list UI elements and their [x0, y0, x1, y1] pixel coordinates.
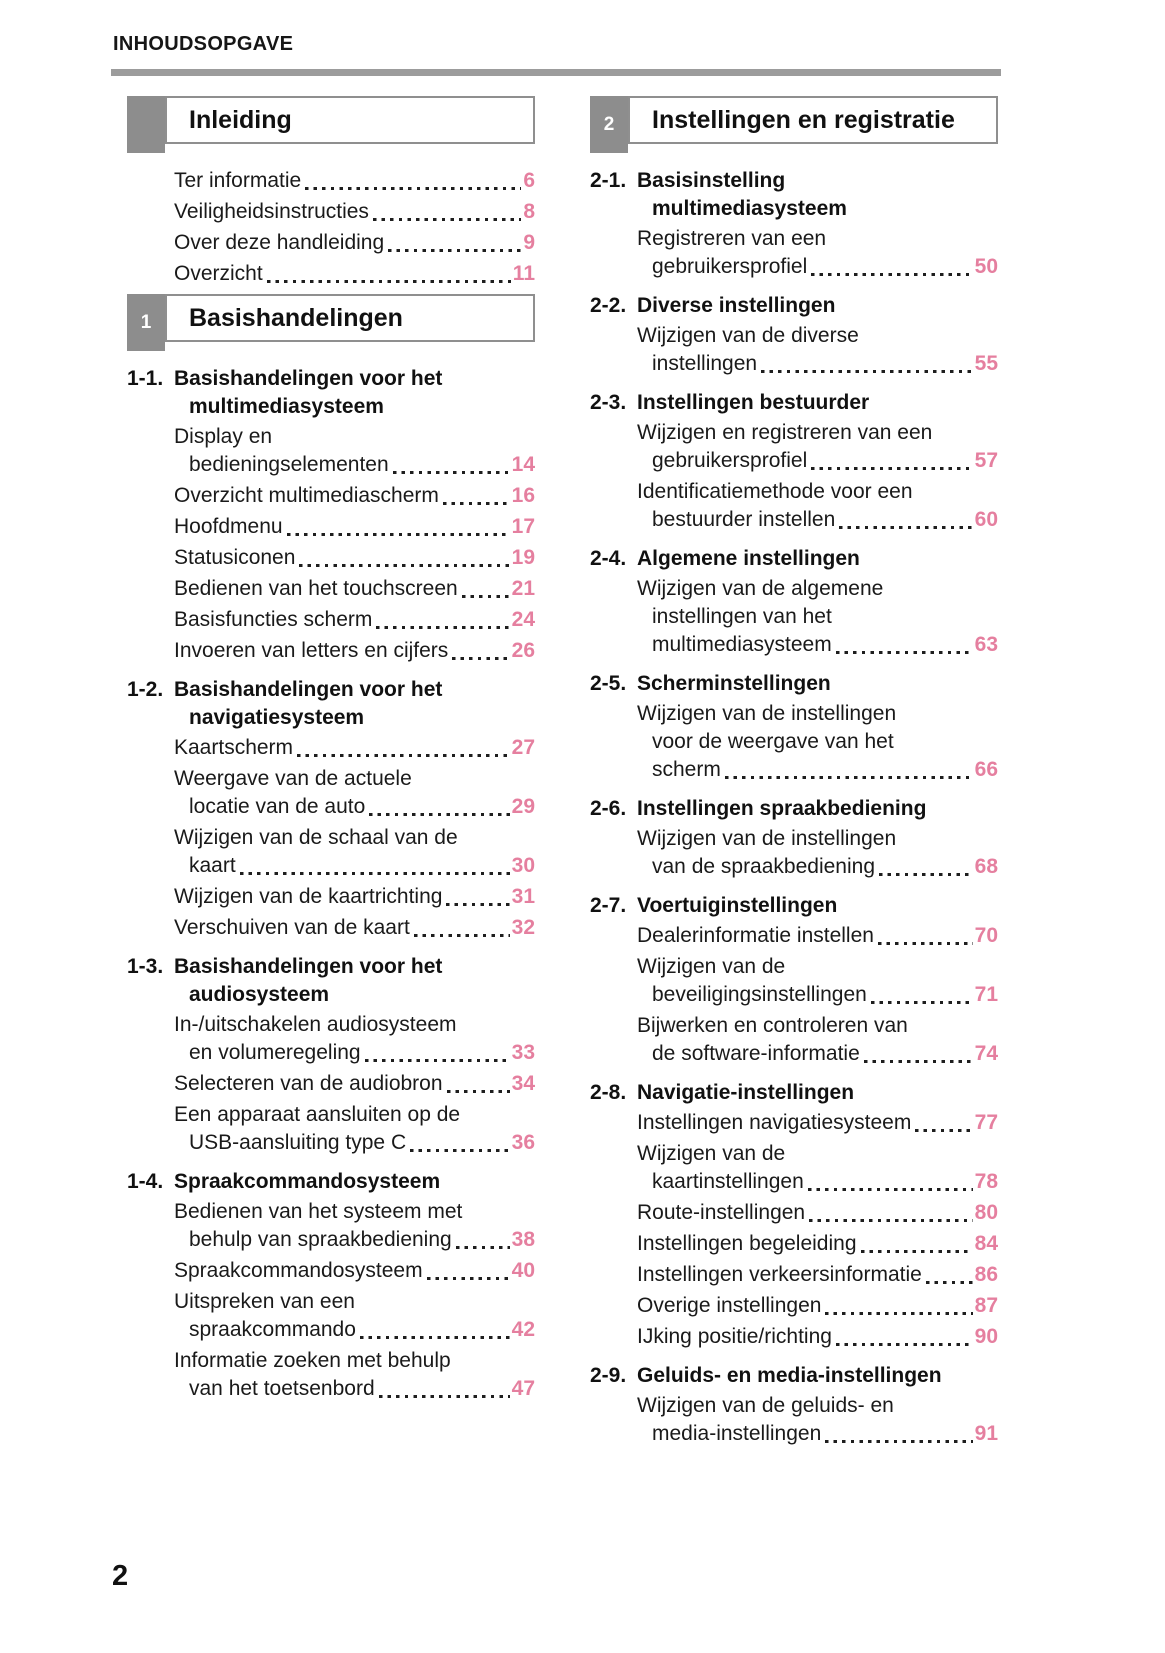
toc-entry-text: scherm: [652, 758, 721, 781]
section-title-line: Voertuiginstellingen: [637, 894, 838, 917]
page-ref: 24: [511, 608, 535, 631]
toc-entry-last-line: [174, 1226, 535, 1254]
toc-entry-text: Basisfuncties scherm: [174, 608, 373, 631]
toc-entry: [174, 1198, 535, 1254]
toc-entry-last-line: [637, 253, 998, 281]
toc-entry-text: de software-informatie: [652, 1042, 860, 1065]
dot-leader: [446, 903, 509, 907]
toc-entry: [174, 1011, 535, 1067]
page-ref: 36: [511, 1131, 535, 1154]
toc-entry-line: Wijzigen van de geluids- en: [637, 1394, 894, 1417]
dot-leader: [926, 1281, 973, 1285]
section-number: 2-3.: [590, 391, 627, 414]
toc-entry-last-line: [174, 167, 535, 195]
section-title-line: Instellingen bestuurder: [637, 391, 870, 414]
section-title-line: Spraakcommandosysteem: [174, 1170, 441, 1193]
toc-entry-last-line: [174, 544, 535, 572]
toc-entry: [174, 765, 535, 821]
toc-entry-text: beveiligingsinstellingen: [652, 983, 867, 1006]
toc-entry-text: van het toetsenbord: [189, 1377, 375, 1400]
toc-entry-text: Instellingen navigatiesysteem: [637, 1111, 912, 1134]
toc-entry-last-line: [174, 575, 535, 603]
dot-leader: [376, 626, 509, 630]
dot-leader: [878, 942, 973, 946]
toc-entry-line: Wijzigen van de algemene: [637, 577, 884, 600]
toc-entry: [637, 953, 998, 1009]
toc-entry-line: instellingen van het: [652, 605, 832, 628]
section-title-line: Scherminstellingen: [637, 672, 831, 695]
dot-leader: [836, 651, 973, 655]
page-ref: 17: [511, 515, 535, 538]
section-number: 1-3.: [127, 955, 164, 978]
chapter-number-tab: [127, 96, 165, 153]
toc-entry-last-line: [637, 1292, 998, 1320]
page-title: INHOUDSOPGAVE: [113, 33, 294, 55]
toc-entry-text: van de spraakbediening: [652, 855, 876, 878]
toc-entry-last-line: [637, 506, 998, 534]
section-number: 2-5.: [590, 672, 627, 695]
dot-leader: [452, 657, 509, 661]
dot-leader: [360, 1336, 510, 1340]
chapter-title: Inleiding: [165, 96, 535, 144]
toc-entry-text: Veiligheidsinstructies: [174, 200, 369, 223]
toc-entry: [174, 167, 535, 195]
section-title: [174, 365, 535, 421]
page-ref: 34: [511, 1072, 535, 1095]
page-ref: 16: [511, 484, 535, 507]
toc-entry: [174, 198, 535, 226]
toc-entry-line: Wijzigen van de instellingen: [637, 827, 897, 850]
toc-entry-text: en volumeregeling: [189, 1041, 361, 1064]
page-ref: 42: [511, 1318, 535, 1341]
toc-entry-text: spraakcommando: [189, 1318, 356, 1341]
page-ref: 74: [974, 1042, 998, 1065]
section-number: 1-4.: [127, 1170, 164, 1193]
page-ref: 80: [974, 1201, 998, 1224]
section-heading: [127, 676, 535, 732]
dot-leader: [825, 1440, 972, 1444]
toc-entry-line: Registreren van een: [637, 227, 827, 250]
section-title: [637, 545, 998, 573]
toc-entry-text: bedieningselementen: [189, 453, 389, 476]
section-title-line: Geluids- en media-instellingen: [637, 1364, 942, 1387]
toc-entry-last-line: [174, 513, 535, 541]
dot-leader: [839, 526, 972, 530]
page-ref: 11: [512, 262, 535, 285]
chapter-box: [590, 96, 998, 153]
toc-entry: [637, 700, 998, 784]
section-number: 2-2.: [590, 294, 627, 317]
toc-entry-text: IJking positie/richting: [637, 1325, 832, 1348]
dot-leader: [373, 218, 521, 222]
toc-entry-text: USB-aansluiting type C: [189, 1131, 407, 1154]
page-ref: 27: [511, 736, 535, 759]
dot-leader: [456, 1246, 510, 1250]
section-title: [637, 389, 998, 417]
toc-entry: [174, 914, 535, 942]
dot-leader: [365, 1059, 510, 1063]
toc-entry: [637, 1109, 998, 1137]
page-ref: 66: [974, 758, 998, 781]
toc-entry: [174, 1101, 535, 1157]
toc-entry-last-line: [174, 482, 535, 510]
toc-entry-text: instellingen: [652, 352, 758, 375]
chapter-box: [127, 96, 535, 153]
section-heading: [127, 1168, 535, 1196]
section-title: [174, 676, 535, 732]
toc-entry-last-line: [174, 1070, 535, 1098]
toc-column-right: [590, 96, 998, 1451]
section-title-line: navigatiesysteem: [189, 706, 365, 729]
toc-entry-last-line: [637, 1109, 998, 1137]
page-ref: 19: [511, 546, 535, 569]
section-title-line: Basishandelingen voor het: [174, 955, 443, 978]
toc-entry-text: Spraakcommandosysteem: [174, 1259, 423, 1282]
page-ref: 78: [974, 1170, 998, 1193]
section-heading: [127, 953, 535, 1009]
toc-entry-text: Route-instellingen: [637, 1201, 806, 1224]
toc-entry-last-line: [637, 756, 998, 784]
page-ref: 31: [511, 885, 535, 908]
chapter-box: [127, 294, 535, 351]
dot-leader: [879, 873, 973, 877]
toc-entry-line: Een apparaat aansluiten op de: [174, 1103, 461, 1126]
toc-entry: [637, 1292, 998, 1320]
page-ref: 40: [511, 1259, 535, 1282]
toc-entry-line: Wijzigen van de: [637, 955, 786, 978]
toc-entry: [637, 1012, 998, 1068]
toc-entry: [637, 1199, 998, 1227]
section-number: 2-6.: [590, 797, 627, 820]
toc-entry-last-line: [174, 637, 535, 665]
toc-entry-text: Selecteren van de audiobron: [174, 1072, 443, 1095]
toc-entry: [637, 322, 998, 378]
section-heading: [590, 389, 998, 417]
section-title-line: Navigatie-instellingen: [637, 1081, 855, 1104]
dot-leader: [414, 934, 510, 938]
page-ref: 77: [974, 1111, 998, 1134]
toc-entry-text: Bedienen van het touchscreen: [174, 577, 458, 600]
toc-entry-text: Ter informatie: [174, 169, 302, 192]
toc-entry: [174, 229, 535, 257]
toc-entry-line: In-/uitschakelen audiosysteem: [174, 1013, 457, 1036]
toc-entry: [637, 1261, 998, 1289]
toc-entry-last-line: [174, 1039, 535, 1067]
toc-entry-text: behulp van spraakbediening: [189, 1228, 452, 1251]
toc-entry-text: kaartinstellingen: [652, 1170, 804, 1193]
toc-entry: [174, 1288, 535, 1344]
toc-entry-line: Weergave van de actuele: [174, 767, 412, 790]
chapter-number-tab: 2: [590, 96, 628, 153]
toc-entry: [637, 575, 998, 659]
page-ref: 33: [511, 1041, 535, 1064]
toc-entry: [637, 922, 998, 950]
chapter-number-tab: 1: [127, 294, 165, 351]
toc-entry-last-line: [637, 1199, 998, 1227]
toc-entry-text: Hoofdmenu: [174, 515, 283, 538]
section-heading: [590, 292, 998, 320]
page-ref: 71: [974, 983, 998, 1006]
toc-entry-line: voor de weergave van het: [652, 730, 894, 753]
toc-entry: [174, 637, 535, 665]
section-title: [637, 670, 998, 698]
toc-entry-text: Statusiconen: [174, 546, 296, 569]
section-heading: [590, 795, 998, 823]
section-title-line: Basisinstelling: [637, 169, 786, 192]
toc-entry-text: gebruikersprofiel: [652, 255, 808, 278]
section-title: [637, 292, 998, 320]
dot-leader: [861, 1250, 973, 1254]
toc-entry: [637, 225, 998, 281]
dot-leader: [388, 249, 521, 253]
page-ref: 91: [974, 1422, 998, 1445]
section-title-line: Diverse instellingen: [637, 294, 836, 317]
toc-entry-last-line: [637, 447, 998, 475]
section-title: [637, 892, 998, 920]
dot-leader: [379, 1395, 510, 1399]
toc-entry: [174, 544, 535, 572]
section-heading: [590, 167, 998, 223]
page-ref: 21: [511, 577, 535, 600]
page-ref: 84: [974, 1232, 998, 1255]
dot-leader: [393, 471, 510, 475]
section-title: [174, 1168, 535, 1196]
section-title-line: multimediasysteem: [189, 395, 384, 418]
dot-leader: [267, 280, 511, 284]
toc-entry-line: Bedienen van het systeem met: [174, 1200, 463, 1223]
toc-entry-last-line: [174, 1257, 535, 1285]
page-ref: 60: [974, 508, 998, 531]
toc-entry: [174, 1070, 535, 1098]
dot-leader: [864, 1060, 973, 1064]
toc-entry-line: Informatie zoeken met behulp: [174, 1349, 451, 1372]
toc-entry-last-line: [174, 914, 535, 942]
chapter-title: Basishandelingen: [165, 294, 535, 342]
page-ref: 90: [974, 1325, 998, 1348]
toc-entry-last-line: [174, 1129, 535, 1157]
toc-entry-line: Wijzigen en registreren van een: [637, 421, 933, 444]
dot-leader: [427, 1277, 510, 1281]
toc-entry-text: Verschuiven van de kaart: [174, 916, 410, 939]
section-title-line: multimediasysteem: [652, 197, 847, 220]
toc-entry-line: Wijzigen van de instellingen: [637, 702, 897, 725]
toc-entry: [174, 606, 535, 634]
toc-entry-last-line: [637, 1168, 998, 1196]
toc-entry-last-line: [637, 1261, 998, 1289]
section-number: 2-1.: [590, 169, 627, 192]
dot-leader: [809, 1219, 973, 1223]
dot-leader: [297, 754, 510, 758]
section-heading: [590, 1079, 998, 1107]
page-ref: 26: [511, 639, 535, 662]
toc-entry-text: gebruikersprofiel: [652, 449, 808, 472]
dot-leader: [462, 595, 510, 599]
toc-entry-last-line: [637, 1420, 998, 1448]
toc-entry: [174, 734, 535, 762]
page-ref: 70: [974, 924, 998, 947]
toc-entry: [174, 482, 535, 510]
toc-entry-line: Display en: [174, 425, 273, 448]
toc-entry: [174, 423, 535, 479]
toc-entry-line: Bijwerken en controleren van: [637, 1014, 908, 1037]
page-ref: 30: [511, 854, 535, 877]
toc-entry-last-line: [637, 853, 998, 881]
toc-entry: [637, 419, 998, 475]
toc-entry-text: multimediasysteem: [652, 633, 832, 656]
page-ref: 32: [511, 916, 535, 939]
chapter-title: Instellingen en registratie: [628, 96, 998, 144]
toc-entry-last-line: [174, 260, 535, 288]
dot-leader: [871, 1001, 973, 1005]
section-number: 2-9.: [590, 1364, 627, 1387]
toc-entry: [637, 1323, 998, 1351]
page-ref: 57: [974, 449, 998, 472]
toc-entry-last-line: [637, 631, 998, 659]
section-title: [637, 167, 998, 223]
section-title: [637, 1079, 998, 1107]
dot-leader: [443, 502, 510, 506]
dot-leader: [447, 1090, 510, 1094]
dot-leader: [725, 776, 973, 780]
toc-entry-last-line: [174, 229, 535, 257]
page-ref: 55: [974, 352, 998, 375]
toc-entry: [637, 1230, 998, 1258]
toc-entry: [174, 260, 535, 288]
toc-entry: [174, 513, 535, 541]
dot-leader: [915, 1129, 972, 1133]
toc-entry-text: Instellingen verkeersinformatie: [637, 1263, 922, 1286]
dot-leader: [240, 872, 510, 876]
toc-entry-text: Overzicht: [174, 262, 263, 285]
dot-leader: [761, 370, 973, 374]
dot-leader: [808, 1188, 973, 1192]
toc-entry-last-line: [174, 451, 535, 479]
section-title-line: Algemene instellingen: [637, 547, 860, 570]
toc-entry-last-line: [174, 606, 535, 634]
toc-entry-text: Dealerinformatie instellen: [637, 924, 874, 947]
toc-entry-last-line: [637, 1323, 998, 1351]
dot-leader: [305, 187, 521, 191]
page-ref: 86: [974, 1263, 998, 1286]
section-number: 2-4.: [590, 547, 627, 570]
toc-entry-last-line: [174, 852, 535, 880]
page-ref: 87: [974, 1294, 998, 1317]
toc-entry-text: kaart: [189, 854, 236, 877]
toc-entry: [637, 478, 998, 534]
toc-entry: [637, 1140, 998, 1196]
dot-leader: [287, 533, 510, 537]
section-title: [637, 795, 998, 823]
toc-entry-line: Identificatiemethode voor een: [637, 480, 913, 503]
toc-entry: [174, 1347, 535, 1403]
section-number: 2-8.: [590, 1081, 627, 1104]
toc-entry-text: locatie van de auto: [189, 795, 366, 818]
section-number: 2-7.: [590, 894, 627, 917]
section-number: 1-2.: [127, 678, 164, 701]
toc-entry-last-line: [637, 1230, 998, 1258]
dot-leader: [410, 1149, 510, 1153]
toc-entry-text: Instellingen begeleiding: [637, 1232, 857, 1255]
section-title-line: Basishandelingen voor het: [174, 367, 443, 390]
toc-entry-line: Wijzigen van de diverse: [637, 324, 859, 347]
dot-leader: [369, 813, 509, 817]
section-title: [174, 953, 535, 1009]
page-ref: 68: [974, 855, 998, 878]
toc-entry-last-line: [174, 1375, 535, 1403]
page-ref: 6: [523, 169, 535, 192]
dot-leader: [299, 564, 509, 568]
page-ref: 8: [523, 200, 535, 223]
toc-entry-last-line: [637, 1040, 998, 1068]
page-ref: 9: [523, 231, 535, 254]
dot-leader: [825, 1312, 972, 1316]
toc-entry: [174, 824, 535, 880]
section-heading: [590, 1362, 998, 1390]
toc-entry-line: Wijzigen van de: [637, 1142, 786, 1165]
toc-entry: [174, 883, 535, 911]
section-title: [637, 1362, 998, 1390]
section-heading: [590, 670, 998, 698]
section-number: 1-1.: [127, 367, 164, 390]
section-title-line: Instellingen spraakbediening: [637, 797, 927, 820]
toc-entry-text: Kaartscherm: [174, 736, 294, 759]
toc-entry-text: Invoeren van letters en cijfers: [174, 639, 449, 662]
toc-entry-text: Overzicht multimediascherm: [174, 484, 439, 507]
toc-entry-last-line: [637, 922, 998, 950]
toc-entry-text: Overige instellingen: [637, 1294, 822, 1317]
page-ref: 63: [974, 633, 998, 656]
dot-leader: [811, 467, 972, 471]
toc-entry-last-line: [174, 1316, 535, 1344]
toc-entry-text: bestuurder instellen: [652, 508, 836, 531]
section-title-line: Basishandelingen voor het: [174, 678, 443, 701]
toc-entry-last-line: [637, 350, 998, 378]
toc-entry-text: Wijzigen van de kaartrichting: [174, 885, 443, 908]
dot-leader: [836, 1343, 973, 1347]
footer-page-number: 2: [112, 1560, 129, 1592]
header-divider-bar: [111, 69, 1001, 76]
toc-entry-last-line: [174, 793, 535, 821]
section-heading: [127, 365, 535, 421]
section-heading: [590, 892, 998, 920]
toc-entry: [637, 825, 998, 881]
page-ref: 47: [511, 1377, 535, 1400]
toc-entry-text: media-instellingen: [652, 1422, 822, 1445]
toc-entry: [637, 1392, 998, 1448]
page-ref: 38: [511, 1228, 535, 1251]
toc-entry: [174, 575, 535, 603]
toc-entry-line: Uitspreken van een: [174, 1290, 355, 1313]
toc-entry-last-line: [637, 981, 998, 1009]
section-heading: [590, 545, 998, 573]
toc-entry-last-line: [174, 734, 535, 762]
page-ref: 14: [511, 453, 535, 476]
page-ref: 50: [974, 255, 998, 278]
toc-entry-line: Wijzigen van de schaal van de: [174, 826, 458, 849]
section-title-line: audiosysteem: [189, 983, 330, 1006]
toc-entry-last-line: [174, 198, 535, 226]
toc-column-left: [127, 96, 535, 1406]
dot-leader: [811, 273, 972, 277]
toc-entry-last-line: [174, 883, 535, 911]
toc-entry: [174, 1257, 535, 1285]
toc-entry-text: Over deze handleiding: [174, 231, 385, 254]
page-ref: 29: [511, 795, 535, 818]
